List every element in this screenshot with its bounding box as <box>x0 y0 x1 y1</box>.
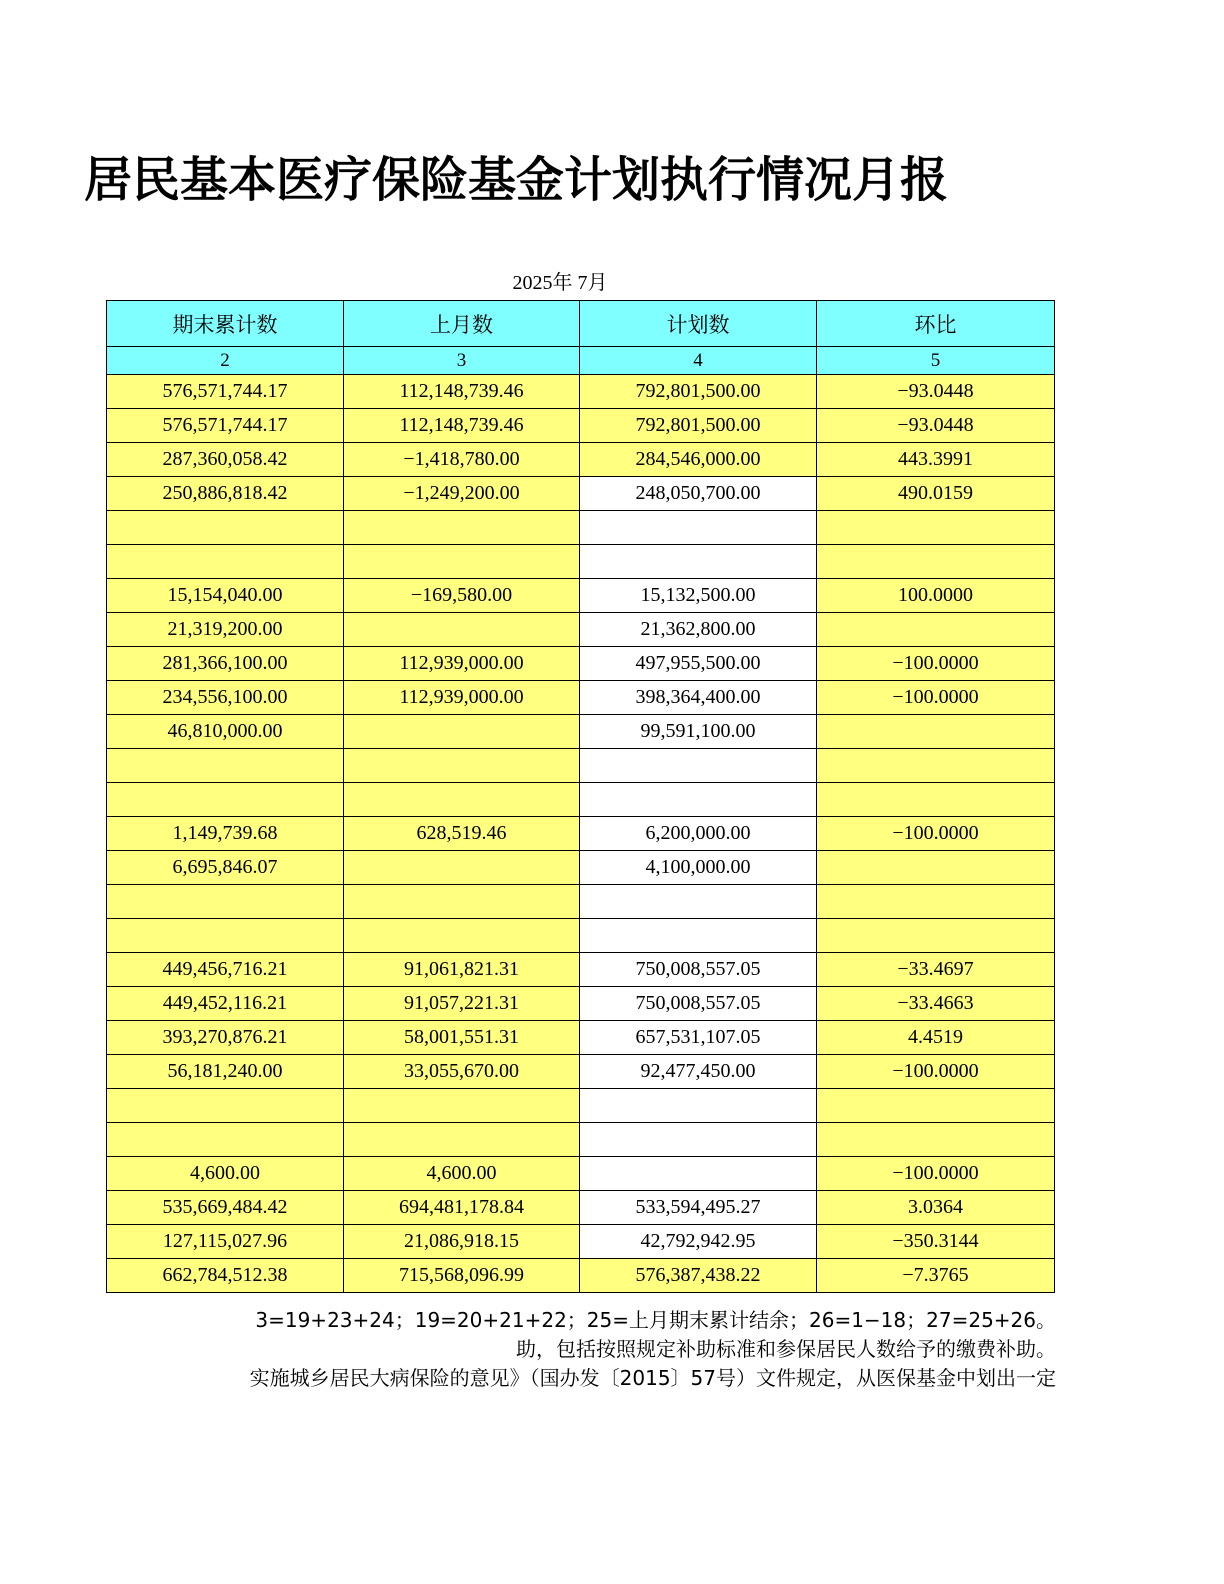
table-row <box>107 443 1055 477</box>
cell-mom <box>817 1089 1055 1123</box>
cell-cumulative: 535,669,484.42 <box>107 1191 344 1225</box>
cell-last-month: 112,148,739.46 <box>344 409 580 443</box>
cell-last-month: 694,481,178.84 <box>344 1191 580 1225</box>
cell-cumulative: 281,366,100.00 <box>107 647 344 681</box>
cell-last-month <box>344 545 580 579</box>
cell-mom <box>817 545 1055 579</box>
column-header-cumulative: 期末累计数 <box>107 301 344 347</box>
table-row <box>107 613 1055 647</box>
cell-mom: 4.4519 <box>817 1021 1055 1055</box>
cell-last-month: −1,418,780.00 <box>344 443 580 477</box>
cell-cumulative: 15,154,040.00 <box>107 579 344 613</box>
cell-plan: 15,132,500.00 <box>580 579 817 613</box>
table-row <box>107 1021 1055 1055</box>
cell-mom: −100.0000 <box>817 647 1055 681</box>
cell-plan: 792,801,500.00 <box>580 409 817 443</box>
cell-cumulative: 576,571,744.17 <box>107 375 344 409</box>
footnote-line: 3=19+23+24；19=20+21+22；25=上月期末累计结余；26=1−18；27=25+26。 <box>255 1308 1056 1332</box>
cell-last-month <box>344 783 580 817</box>
cell-last-month: 33,055,670.00 <box>344 1055 580 1089</box>
cell-plan <box>580 1157 817 1191</box>
cell-last-month: 21,086,918.15 <box>344 1225 580 1259</box>
table-row <box>107 953 1055 987</box>
cell-cumulative: 576,571,744.17 <box>107 409 344 443</box>
table-row <box>107 749 1055 783</box>
cell-mom: 3.0364 <box>817 1191 1055 1225</box>
cell-last-month <box>344 511 580 545</box>
table-row <box>107 783 1055 817</box>
cell-mom: −7.3765 <box>817 1259 1055 1293</box>
column-number-row <box>107 347 1055 375</box>
cell-plan: 6,200,000.00 <box>580 817 817 851</box>
cell-cumulative <box>107 511 344 545</box>
cell-last-month: 628,519.46 <box>344 817 580 851</box>
cell-plan: 42,792,942.95 <box>580 1225 817 1259</box>
report-period: 2025年 7月 <box>512 272 608 294</box>
cell-cumulative <box>107 919 344 953</box>
table-row <box>107 511 1055 545</box>
table-row <box>107 545 1055 579</box>
cell-plan: 657,531,107.05 <box>580 1021 817 1055</box>
cell-cumulative <box>107 783 344 817</box>
cell-mom: −100.0000 <box>817 1055 1055 1089</box>
cell-last-month: 4,600.00 <box>344 1157 580 1191</box>
column-number: 4 <box>580 347 817 375</box>
cell-plan: 576,387,438.22 <box>580 1259 817 1293</box>
cell-plan: 533,594,495.27 <box>580 1191 817 1225</box>
cell-mom <box>817 613 1055 647</box>
cell-cumulative <box>107 885 344 919</box>
cell-cumulative: 449,452,116.21 <box>107 987 344 1021</box>
cell-plan <box>580 749 817 783</box>
cell-plan <box>580 1123 817 1157</box>
cell-mom <box>817 851 1055 885</box>
cell-plan <box>580 1089 817 1123</box>
table-row <box>107 477 1055 511</box>
header-row <box>107 301 1055 347</box>
table-row <box>107 681 1055 715</box>
cell-last-month <box>344 851 580 885</box>
cell-cumulative <box>107 545 344 579</box>
cell-mom: −33.4697 <box>817 953 1055 987</box>
cell-last-month <box>344 919 580 953</box>
cell-last-month <box>344 715 580 749</box>
cell-mom <box>817 783 1055 817</box>
cell-last-month: 112,939,000.00 <box>344 647 580 681</box>
table-row <box>107 817 1055 851</box>
cell-mom: −93.0448 <box>817 409 1055 443</box>
table-row <box>107 409 1055 443</box>
cell-cumulative: 250,886,818.42 <box>107 477 344 511</box>
column-number: 5 <box>817 347 1055 375</box>
cell-cumulative: 127,115,027.96 <box>107 1225 344 1259</box>
table-row <box>107 919 1055 953</box>
cell-last-month: 58,001,551.31 <box>344 1021 580 1055</box>
table-row <box>107 1055 1055 1089</box>
cell-cumulative: 287,360,058.42 <box>107 443 344 477</box>
cell-last-month: 91,061,821.31 <box>344 953 580 987</box>
cell-plan: 284,546,000.00 <box>580 443 817 477</box>
cell-plan: 792,801,500.00 <box>580 375 817 409</box>
cell-plan: 21,362,800.00 <box>580 613 817 647</box>
cell-mom: 100.0000 <box>817 579 1055 613</box>
table-row <box>107 715 1055 749</box>
table-row <box>107 375 1055 409</box>
cell-plan: 497,955,500.00 <box>580 647 817 681</box>
cell-cumulative: 4,600.00 <box>107 1157 344 1191</box>
cell-cumulative: 234,556,100.00 <box>107 681 344 715</box>
cell-last-month: 112,148,739.46 <box>344 375 580 409</box>
cell-mom: −100.0000 <box>817 1157 1055 1191</box>
table-row <box>107 579 1055 613</box>
cell-last-month <box>344 1123 580 1157</box>
cell-last-month <box>344 749 580 783</box>
cell-mom: −33.4663 <box>817 987 1055 1021</box>
table-row <box>107 1089 1055 1123</box>
cell-mom <box>817 919 1055 953</box>
table-body <box>107 375 1055 1293</box>
footnotes <box>0 1306 1056 1393</box>
column-number: 3 <box>344 347 580 375</box>
cell-cumulative: 46,810,000.00 <box>107 715 344 749</box>
page-title <box>0 140 1040 220</box>
cell-last-month: 715,568,096.99 <box>344 1259 580 1293</box>
cell-plan <box>580 511 817 545</box>
table-row <box>107 1191 1055 1225</box>
cell-mom: −350.3144 <box>817 1225 1055 1259</box>
table-row <box>107 647 1055 681</box>
cell-cumulative: 56,181,240.00 <box>107 1055 344 1089</box>
table-row <box>107 1259 1055 1293</box>
cell-cumulative: 393,270,876.21 <box>107 1021 344 1055</box>
column-header-last-month: 上月数 <box>344 301 580 347</box>
cell-plan: 248,050,700.00 <box>580 477 817 511</box>
cell-last-month: 91,057,221.31 <box>344 987 580 1021</box>
table-row <box>107 1157 1055 1191</box>
cell-cumulative: 449,456,716.21 <box>107 953 344 987</box>
cell-plan <box>580 919 817 953</box>
cell-mom <box>817 749 1055 783</box>
cell-plan: 750,008,557.05 <box>580 987 817 1021</box>
cell-plan: 4,100,000.00 <box>580 851 817 885</box>
cell-mom: −93.0448 <box>817 375 1055 409</box>
cell-mom <box>817 885 1055 919</box>
cell-mom: 490.0159 <box>817 477 1055 511</box>
cell-plan <box>580 783 817 817</box>
cell-plan: 750,008,557.05 <box>580 953 817 987</box>
table-row <box>107 851 1055 885</box>
cell-cumulative <box>107 1123 344 1157</box>
cell-cumulative <box>107 1089 344 1123</box>
cell-last-month: −169,580.00 <box>344 579 580 613</box>
column-number: 2 <box>107 347 344 375</box>
cell-cumulative: 1,149,739.68 <box>107 817 344 851</box>
cell-cumulative: 21,319,200.00 <box>107 613 344 647</box>
cell-plan: 99,591,100.00 <box>580 715 817 749</box>
cell-mom <box>817 715 1055 749</box>
cell-mom: 443.3991 <box>817 443 1055 477</box>
table-row <box>107 885 1055 919</box>
column-header-mom: 环比 <box>817 301 1055 347</box>
cell-mom <box>817 1123 1055 1157</box>
page-title-text: 居民基本医疗保险基金计划执行情况月报 <box>84 152 949 208</box>
cell-cumulative: 6,695,846.07 <box>107 851 344 885</box>
cell-mom: −100.0000 <box>817 817 1055 851</box>
footnote-line: 助，包括按照规定补助标准和参保居民人数给予的缴费补助。 <box>516 1337 1056 1361</box>
column-header-plan: 计划数 <box>580 301 817 347</box>
cell-plan <box>580 885 817 919</box>
cell-last-month <box>344 1089 580 1123</box>
cell-last-month <box>344 885 580 919</box>
cell-last-month: −1,249,200.00 <box>344 477 580 511</box>
footnote-line: 实施城乡居民大病保险的意见》（国办发〔2015〕57号）文件规定，从医保基金中划出一定 <box>249 1366 1056 1390</box>
cell-cumulative <box>107 749 344 783</box>
table-row <box>107 987 1055 1021</box>
cell-last-month <box>344 613 580 647</box>
table-row <box>107 1123 1055 1157</box>
cell-mom <box>817 511 1055 545</box>
cell-plan <box>580 545 817 579</box>
cell-plan: 92,477,450.00 <box>580 1055 817 1089</box>
cell-cumulative: 662,784,512.38 <box>107 1259 344 1293</box>
cell-last-month: 112,939,000.00 <box>344 681 580 715</box>
table-row <box>107 1225 1055 1259</box>
cell-mom: −100.0000 <box>817 681 1055 715</box>
report-table <box>106 300 1055 1293</box>
cell-plan: 398,364,400.00 <box>580 681 817 715</box>
